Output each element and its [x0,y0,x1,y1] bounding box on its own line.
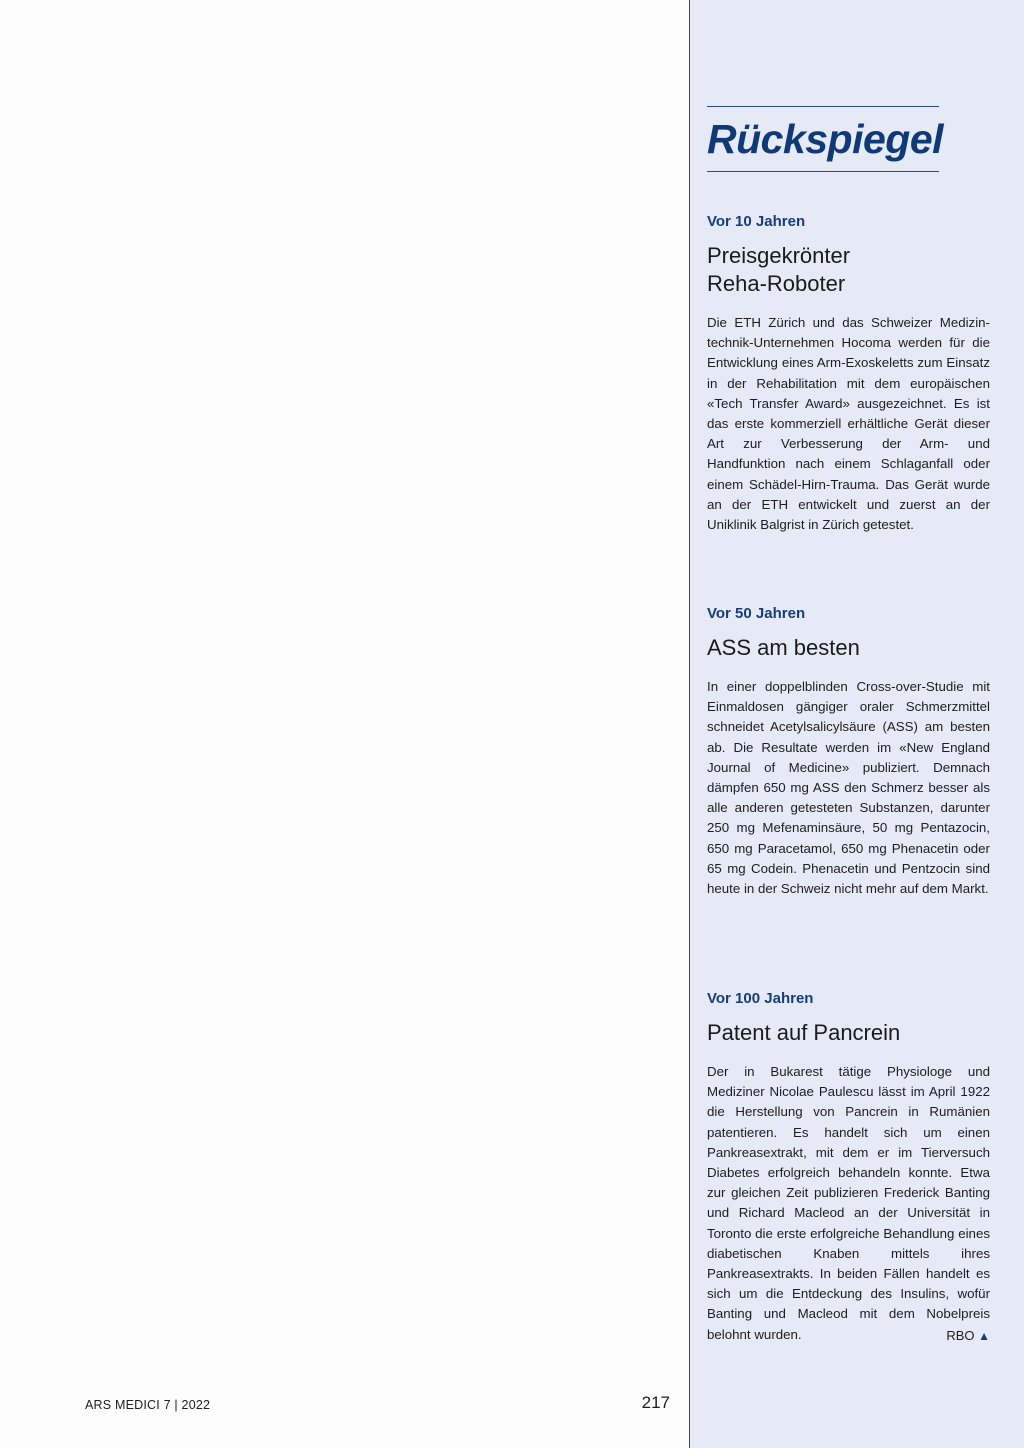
article-1-kicker: Vor 10 Jahren [707,213,806,230]
page-number: 217 [641,1393,670,1412]
journal-footer: ARS MEDICI 7 | 2022 [85,1398,211,1412]
article-1-headline-line1: Preisgekrönter [707,243,851,268]
article-2-body: In einer doppelblinden Cross-over-Studie mit Einmaldosen gängiger oraler Schmerzmittel schneidet Acetylsalicylsäure (ASS) am besten ab. Die Resultate werden im «New England Journal of Medicine» publiziert. Demnach dämpfen 650 mg ASS den Schmerz besser als alle anderen getesteten Substanzen, darunter 250 mg Mefenaminsäure, 50 mg Pentazocin, 650 mg Paracetamol, 650 mg Phenacetin oder 65 mg Codein. Phenacetin und Pentzocin sind heute in der Schweiz nicht mehr auf dem Markt. [707,679,990,897]
article-1-headline-line2: Reha-Roboter [707,271,846,296]
article-1-body: Die ETH Zürich und das Schweizer Medizin-technik-Unternehmen Hocoma werden für die Entwicklung eines Arm-Exoskeletts zum Einsatz in der Rehabilitation mit dem europäischen «Tech Transfer Award» ausgezeichnet. Es ist das erste kommerziell erhältliche Gerät dieser Art zur Verbesserung der Arm- und Handfunktion nach einem Schlaganfall oder einem Schädel-Hirn-Trauma. Das Gerät wurde an der ETH entwickelt und zuerst an der Uniklinik Balgrist in Zürich getestet. [707,315,990,533]
article-2-headline: ASS am besten [707,635,860,660]
article-2-kicker: Vor 50 Jahren [707,605,806,622]
article-3-headline: Patent auf Pancrein [707,1020,901,1045]
section-title: Rückspiegel [707,116,944,162]
author-signature [900,1327,990,1345]
article-1-headline [707,242,992,298]
title-top-rule [707,106,939,107]
article-3-body: Der in Bukarest tätige Physiologe und Mediziner Nicolae Paulescu lässt im April 1922 die Herstellung von Pancrein in Rumänien patentieren. Es handelt sich um einen Pankreasextrakt, mit dem er im Tierversuch Diabetes erfolgreich behandeln konnte. Etwa zur gleichen Zeit publizieren Frederick Banting und Richard Macleod an der Universität in Toronto die erste erfolgreiche Behandlung eines diabetischen Knaben mittels ihres Pankreasextrakts. In beiden Fällen handelt es sich um die Entdeckung des Insulins, wofür Banting und Macleod mit dem Nobelpreis belohnt wurden. [707,1064,990,1342]
title-bottom-rule [707,171,939,172]
author-initials: RBO [946,1328,975,1343]
article-3-kicker: Vor 100 Jahren [707,990,814,1007]
end-triangle-icon: ▲ [978,1329,990,1343]
